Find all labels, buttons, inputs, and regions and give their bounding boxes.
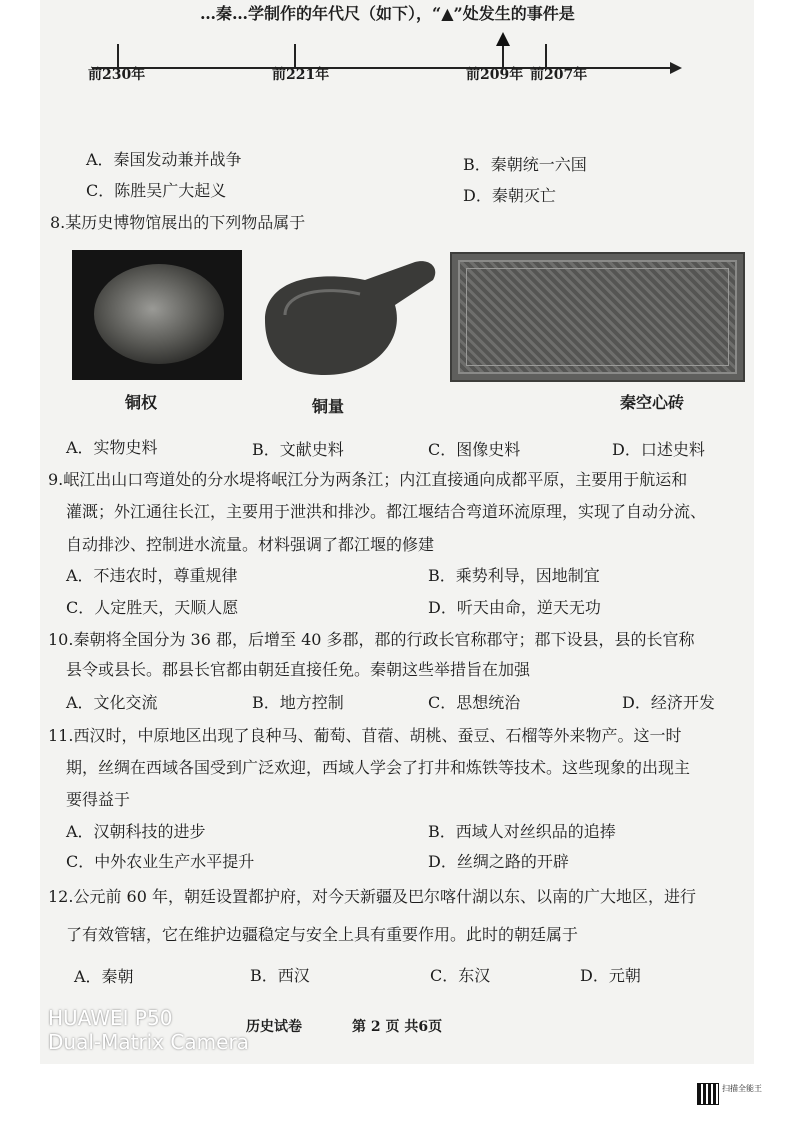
- q11-option-c: C．中外农业生产水平提升: [66, 852, 255, 871]
- timeline-label: 前209年: [466, 67, 524, 83]
- camera-watermark: [48, 1006, 249, 1054]
- timeline-label: 前207年: [530, 67, 588, 83]
- bronze-measure-photo: [255, 250, 440, 380]
- q8-option-b: B．文献史料: [252, 440, 344, 459]
- camera-watermark-model: HUAWEI P50: [48, 1006, 173, 1030]
- q10-option-c: C．思想统治: [428, 693, 521, 712]
- camera-watermark-lens: Dual-Matrix Camera: [48, 1030, 249, 1054]
- timeline-label: 前221年: [272, 67, 330, 83]
- q11-line: 要得益于: [66, 790, 131, 809]
- q10-line: 县令或县长。郡县长官都由朝廷直接任免。秦朝这些举措旨在加强: [66, 660, 531, 679]
- q7-option-a: A．秦国发动兼并战争: [86, 150, 242, 169]
- caption-bronze-weight: 铜权: [125, 393, 158, 412]
- q10-line: 10.秦朝将全国分为 36 郡，后增至 40 多郡，郡的行政长官称郡守；郡下设县，县的长官称: [48, 630, 695, 649]
- scanner-app-badge: 扫描全能王: [722, 1084, 762, 1093]
- q11-option-a: A．汉朝科技的进步: [66, 822, 206, 841]
- caption-hollow-brick: 秦空心砖: [620, 393, 685, 412]
- footer-subject: 历史试卷: [246, 1019, 302, 1035]
- q8-stem: 8.某历史博物馆展出的下列物品属于: [50, 213, 306, 232]
- q9-option-c: C．人定胜天，天顺人愿: [66, 598, 239, 617]
- q7-stem: …秦…学制作的年代尺（如下），“▲”处发生的事件是: [200, 4, 575, 23]
- q10-option-d: D．经济开发: [622, 693, 715, 712]
- q9-line: 自动排沙、控制进水流量。材料强调了都江堰的修建: [66, 535, 435, 554]
- qr-code-icon: [697, 1083, 719, 1105]
- caption-bronze-measure: 铜量: [312, 397, 345, 416]
- q9-line: 灌溉；外江通往长江，主要用于泄洪和排沙。都江堰结合弯道环流原理，实现了自动分流、: [66, 502, 707, 521]
- bronze-weight-photo: [72, 250, 242, 380]
- q9-line: 9.岷江出山口弯道处的分水堤将岷江分为两条江；内江直接通向成都平原，主要用于航运和: [48, 470, 688, 489]
- hollow-brick-photo: [450, 252, 745, 382]
- q9-option-a: A．不违农时，尊重规律: [66, 566, 238, 585]
- q8-option-a: A．实物史料: [66, 438, 158, 457]
- q10-option-b: B．地方控制: [252, 693, 344, 712]
- q11-option-b: B．西域人对丝织品的追捧: [428, 822, 616, 841]
- q9-option-b: B．乘势利导，因地制宜: [428, 566, 600, 585]
- q12-option-d: D．元朝: [580, 966, 641, 985]
- q8-option-c: C．图像史料: [428, 440, 521, 459]
- q10-option-a: A．文化交流: [66, 693, 158, 712]
- timeline-label: 前230年: [88, 67, 146, 83]
- q11-option-d: D．丝绸之路的开辟: [428, 852, 569, 871]
- q12-option-a: A．秦朝: [74, 967, 134, 986]
- q9-option-d: D．听天由命，逆天无功: [428, 598, 601, 617]
- q12-option-c: C．东汉: [430, 966, 491, 985]
- q7-option-c: C．陈胜吴广大起义: [86, 181, 227, 200]
- q7-option-b: B．秦朝统一六国: [463, 155, 587, 174]
- q11-line: 期，丝绸在西域各国受到广泛欢迎，西域人学会了打井和炼铁等技术。这些现象的出现主: [66, 758, 691, 777]
- q12-option-b: B．西汉: [250, 966, 310, 985]
- q7-option-d: D．秦朝灭亡: [463, 186, 556, 205]
- timeline-arrow-icon: [670, 62, 682, 74]
- q12-line: 12.公元前 60 年，朝廷设置都护府，对今天新疆及巴尔喀什湖以东、以南的广大地区，进行: [48, 887, 696, 906]
- triangle-marker-icon: [496, 32, 510, 46]
- footer-page-number: 第 2 页 共6页: [352, 1019, 443, 1035]
- q8-option-d: D．口述史料: [612, 440, 705, 459]
- q11-line: 11.西汉时，中原地区出现了良种马、葡萄、苜蓿、胡桃、蚕豆、石榴等外来物产。这一时: [48, 726, 682, 745]
- q12-line: 了有效管辖，它在维护边疆稳定与安全上具有重要作用。此时的朝廷属于: [66, 925, 579, 944]
